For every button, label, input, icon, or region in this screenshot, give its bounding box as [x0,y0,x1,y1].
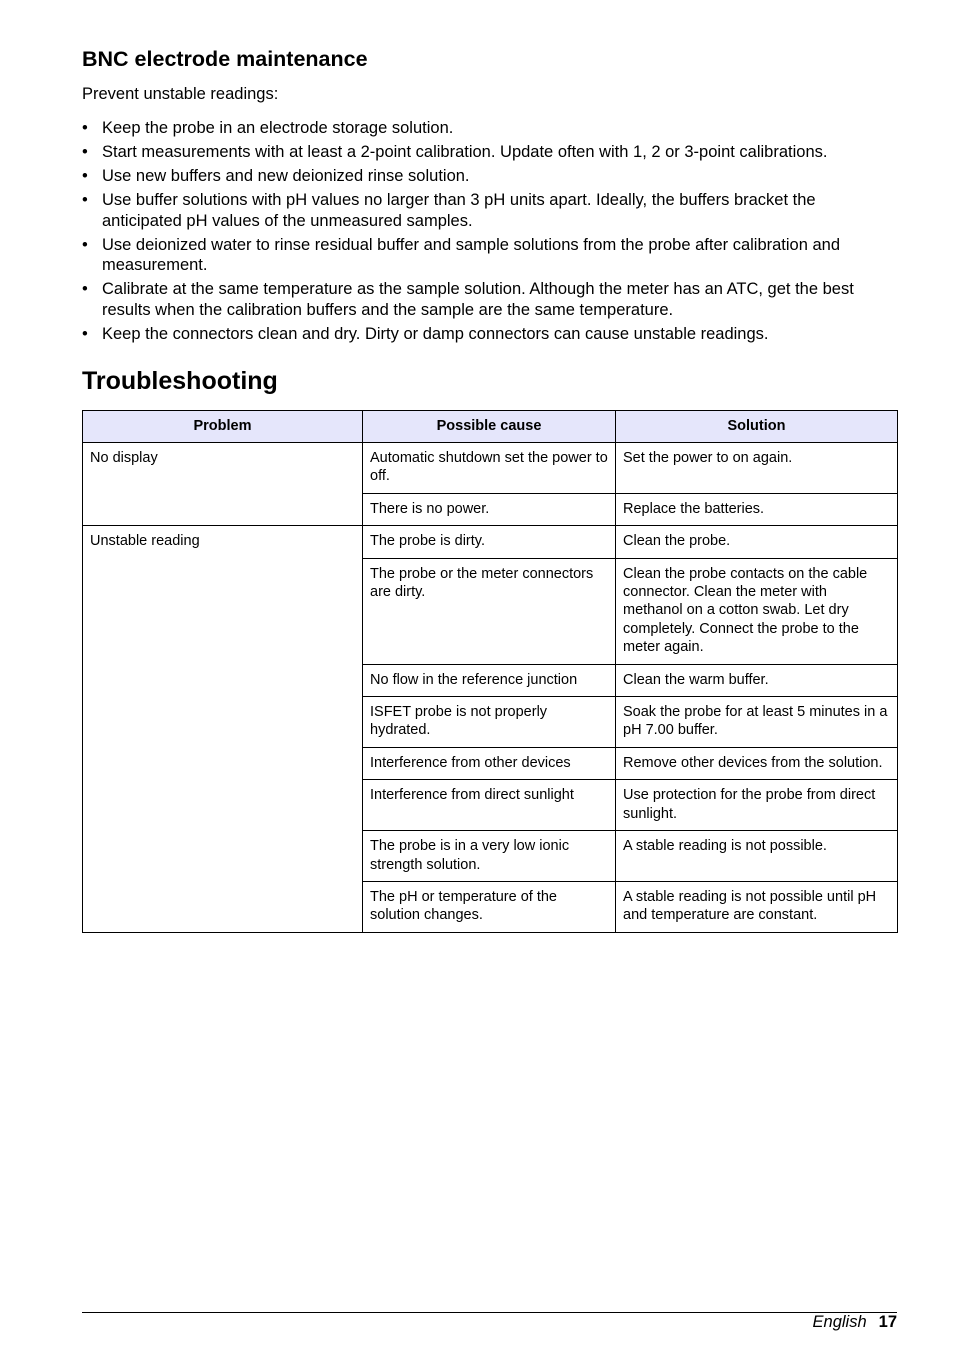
bullet-item [82,166,897,187]
cause-cell: The probe or the meter connectors are dirty. [363,558,616,664]
bullet-text: Use deionized water to rinse residual buffer and sample solutions from the probe after calibration and measurement. [102,235,841,274]
cause-cell: The probe is in a very low ionic strength solution. [363,831,616,882]
bullet-text: Keep the probe in an electrode storage solution. [102,119,454,137]
solution-cell: Clean the probe. [616,526,898,558]
solution-cell: A stable reading is not possible. [616,831,898,882]
column-header-cause: Possible cause [363,411,616,443]
bullet-item [82,118,897,139]
column-header-problem: Problem [83,411,363,443]
troubleshooting-table [82,410,898,933]
solution-cell: Remove other devices from the solution. [616,747,898,779]
column-header-solution: Solution [616,411,898,443]
bullet-text: Use new buffers and new deionized rinse solution. [102,167,470,185]
bullet-marker: • [82,143,88,161]
problem-cell: Unstable reading [83,526,363,933]
cause-cell: There is no power. [363,493,616,525]
table-row [83,443,898,494]
bullet-marker: • [82,191,88,209]
cause-cell: ISFET probe is not properly hydrated. [363,697,616,748]
bullet-item [82,235,897,276]
solution-cell: Use protection for the probe from direct sunlight. [616,780,898,831]
bullet-marker: • [82,167,88,185]
cause-cell: The probe is dirty. [363,526,616,558]
table-header-row [83,411,898,443]
cause-cell: No flow in the reference junction [363,664,616,696]
maintenance-bullet-list [82,118,897,344]
page-footer [813,1312,897,1332]
bullet-marker: • [82,324,88,343]
bullet-text: Use buffer solutions with pH values no larger than 3 pH units apart. Ideally, the buffers bracket the anticipated pH values of the unmeasured samples. [102,191,816,230]
bullet-marker: • [82,235,88,254]
solution-cell: Clean the probe contacts on the cable connector. Clean the meter with methanol on a cotton swab. Let dry completely. Connect the probe to the meter again. [616,558,898,664]
problem-cell: No display [83,443,363,526]
bullet-text: Keep the connectors clean and dry. Dirty or damp connectors can cause unstable readings. [102,324,769,343]
solution-cell: A stable reading is not possible until pH and temperature are constant. [616,881,898,932]
cause-cell: The pH or temperature of the solution changes. [363,881,616,932]
cause-cell: Interference from other devices [363,747,616,779]
footer-divider [82,1312,897,1313]
bullet-item [82,142,897,163]
cause-cell: Interference from direct sunlight [363,780,616,831]
footer-language: English [812,1313,867,1331]
bullet-text: Calibrate at the same temperature as the sample solution. Although the meter has an ATC, get the best results when the calibration buffers and the sample are the same temperature. [102,280,854,319]
table-row [83,526,898,558]
solution-cell: Replace the batteries. [616,493,898,525]
solution-cell: Soak the probe for at least 5 minutes in a pH 7.00 buffer. [616,697,898,748]
solution-cell: Clean the warm buffer. [616,664,898,696]
maintenance-heading: BNC electrode maintenance [82,47,368,71]
bullet-marker: • [82,280,88,298]
bullet-item [82,279,897,320]
bullet-text: Start measurements with at least a 2-point calibration. Update often with 1, 2 or 3-point calibrations. [102,143,828,161]
page-content [82,44,897,933]
bullet-item [82,190,897,231]
bullet-marker: • [82,119,88,137]
maintenance-intro: Prevent unstable readings: [82,85,279,103]
bullet-item [82,324,897,345]
solution-cell: Set the power to on again. [616,443,898,494]
cause-cell: Automatic shutdown set the power to off. [363,443,616,494]
page-number: 17 [878,1313,897,1331]
troubleshooting-heading: Troubleshooting [82,367,278,395]
